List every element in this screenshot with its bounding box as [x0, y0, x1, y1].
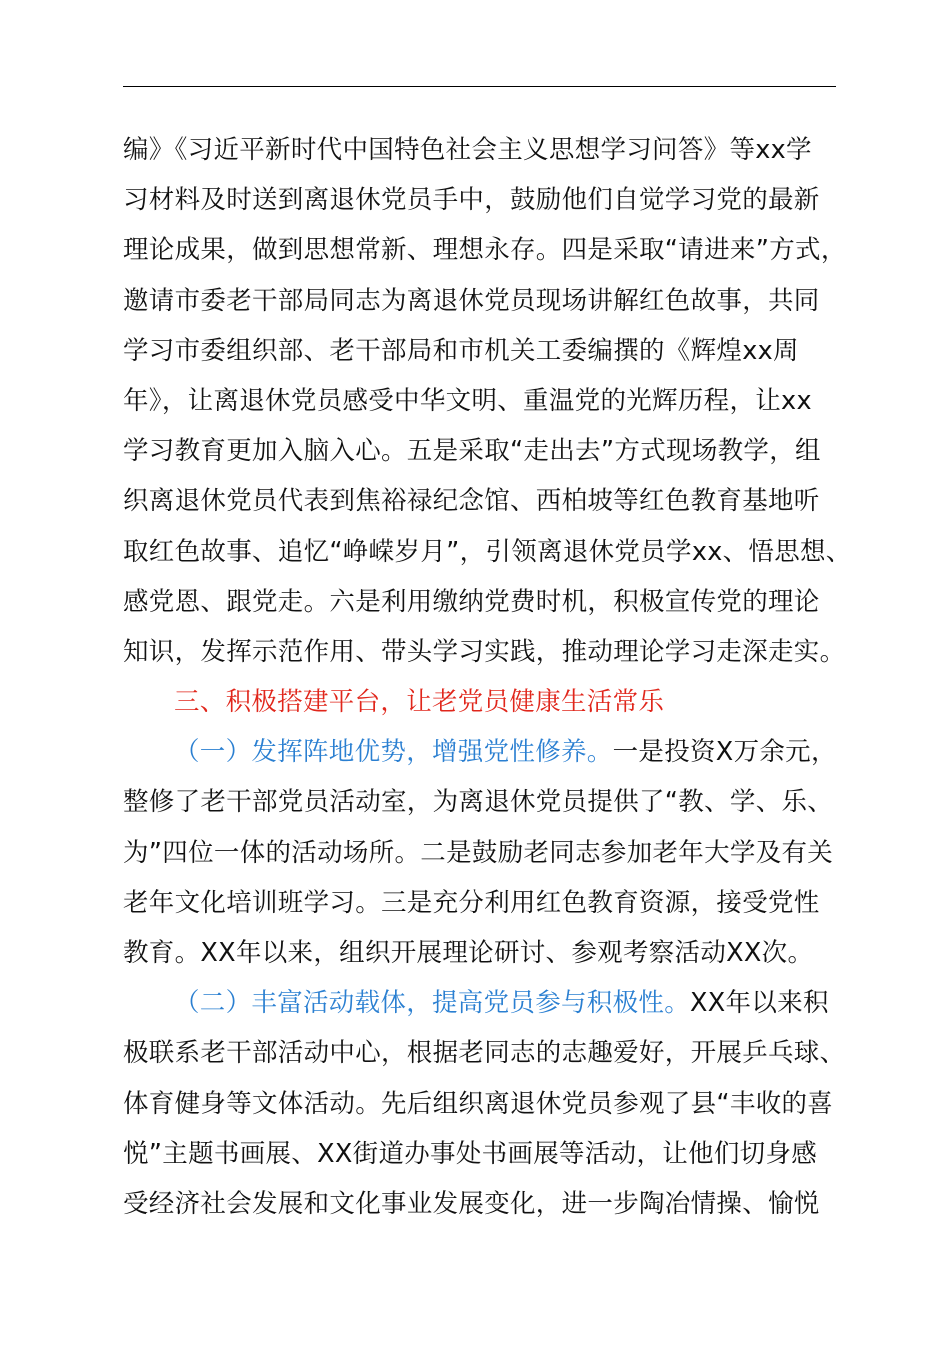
text-line: 织离退休党员代表到焦裕禄纪念馆、西柏坡等红色教育基地听	[123, 486, 820, 517]
text-line: 体育健身等文体活动。先后组织离退休党员参观了县“丰收的喜	[123, 1088, 834, 1119]
text-line: 编》《习近平新时代中国特色社会主义思想学习问答》等xx学	[123, 135, 812, 165]
document-body	[123, 125, 852, 1229]
text-line: 知识，发挥示范作用、带头学习实践，推动理论学习走深走实。	[123, 636, 846, 667]
subsection-2-first-line	[123, 978, 839, 1028]
text-line: 年》，让离退休党员感受中华文明、重温党的光辉历程，让xx	[123, 385, 812, 416]
text-line: 为”四位一体的活动场所。二是鼓励老同志参加老年大学及有关	[123, 837, 834, 868]
text-line: 取红色故事、追忆“峥嵘岁月”，引领离退休党员学xx、悟思想、	[123, 536, 852, 567]
text-line: 感党恩、跟党走。六是利用缴纳党费时机，积极宣传党的理论	[123, 586, 820, 617]
header-rule	[123, 86, 836, 87]
text-line: 学习市委组织部、老干部局和市机关工委编撰的《辉煌xx周	[123, 335, 799, 366]
subsection-1-first-line	[123, 727, 839, 777]
text-run: XX年以来积	[690, 988, 829, 1019]
section-heading: 三、积极搭建平台，让老党员健康生活常乐	[174, 687, 665, 718]
text-line: 整修了老干部党员活动室，为离退休党员提供了“教、学、乐、	[123, 787, 834, 818]
text-line: 悦”主题书画展、XX街道办事处书画展等活动，让他们切身感	[123, 1138, 818, 1169]
subsection-2	[123, 978, 846, 1229]
text-line: 老年文化培训班学习。三是充分利用红色教育资源，接受党性	[123, 887, 820, 918]
text-line: 习材料及时送到离退休党员手中，鼓励他们自觉学习党的最新	[123, 185, 820, 216]
subsection-heading: （一）发挥阵地优势，增强党性修养。	[174, 737, 613, 768]
subsection-1	[123, 727, 839, 978]
text-line: 学习教育更加入脑入心。五是采取“走出去”方式现场教学，组	[123, 436, 821, 467]
text-run: 一是投资X万余元，	[612, 737, 837, 768]
paragraph-continuation	[123, 125, 852, 677]
text-line: 邀请市委老干部局同志为离退休党员现场讲解红色故事，共同	[123, 285, 820, 316]
text-line: 理论成果，做到思想常新、理想永存。四是采取“请进来”方式，	[123, 235, 847, 266]
text-line: 教育。XX年以来，组织开展理论研讨、参观考察活动XX次。	[123, 938, 814, 968]
subsection-heading: （二）丰富活动载体，提高党员参与积极性。	[174, 988, 691, 1019]
text-line: 受经济社会发展和文化事业发展变化，进一步陶冶情操、愉悦	[123, 1188, 820, 1219]
text-line: 极联系老干部活动中心，根据老同志的志趣爱好，开展乒乓球、	[123, 1038, 846, 1069]
